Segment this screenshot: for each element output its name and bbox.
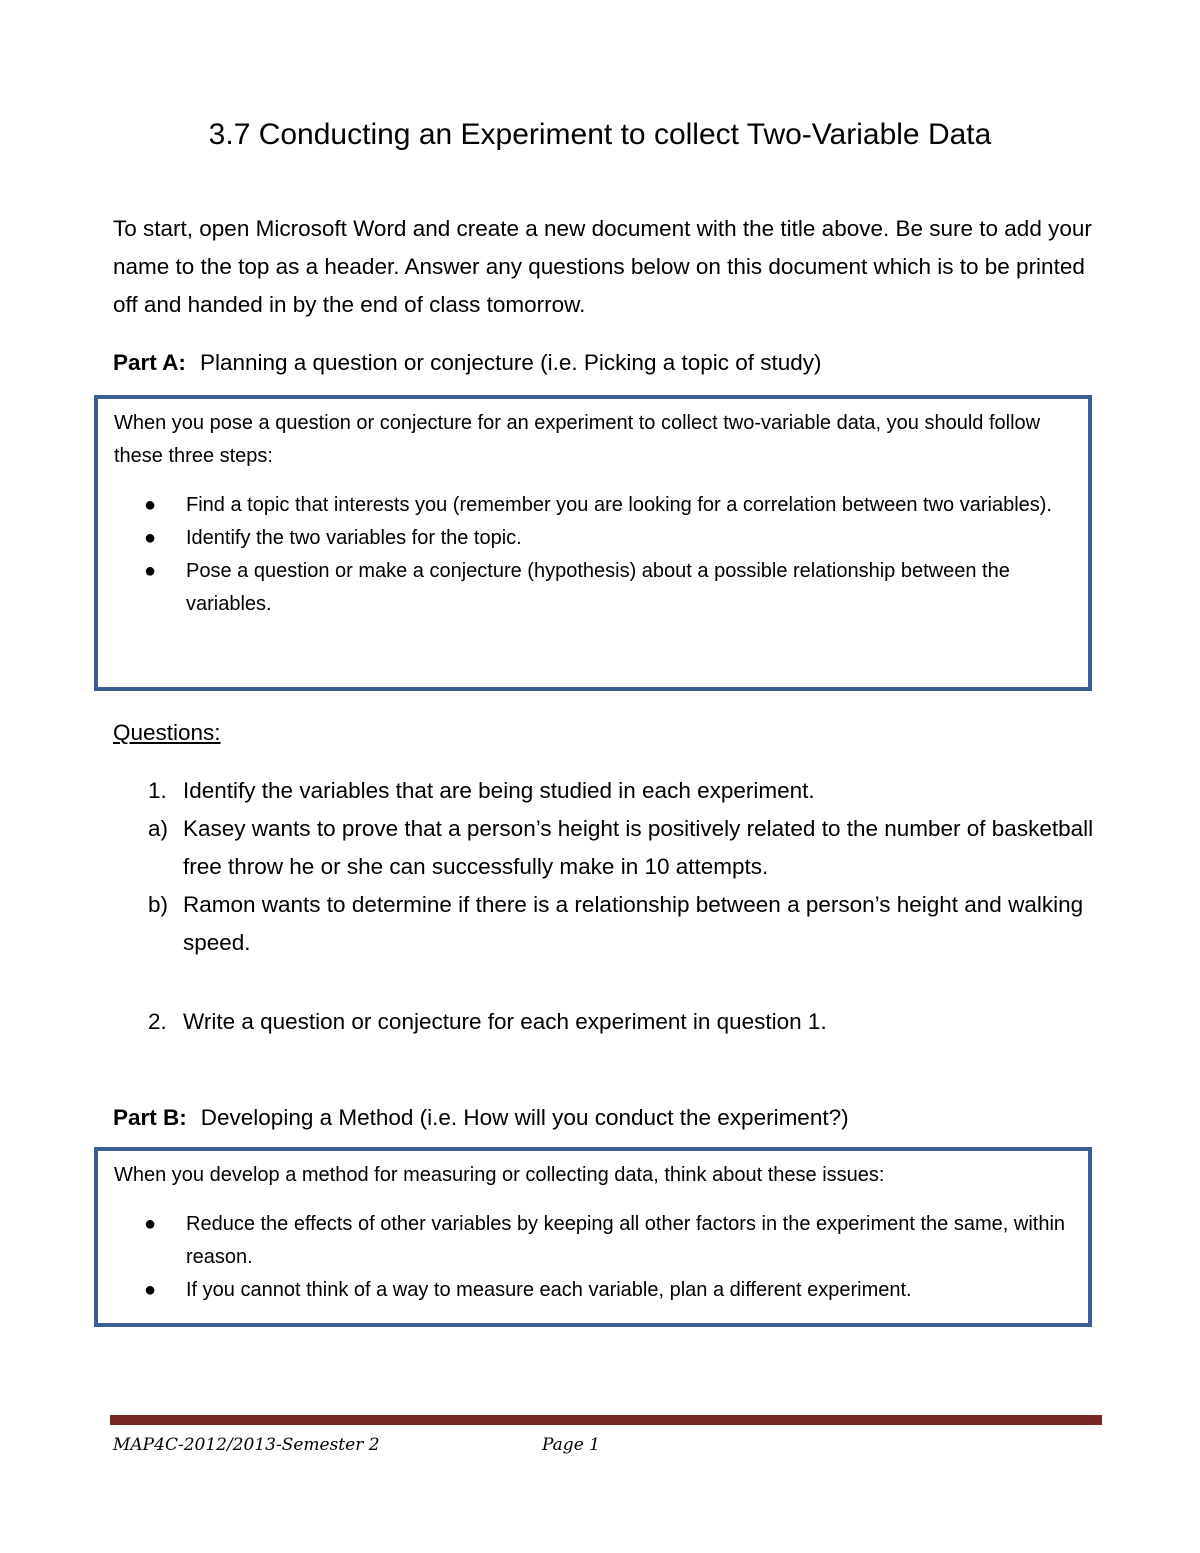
list-item xyxy=(114,555,1068,621)
footer-course: MAP4C-2012/2013-Semester 2 xyxy=(113,1435,380,1455)
part-b-label: Part B: xyxy=(113,1105,187,1130)
list-item-text: If you cannot think of a way to measure each variable, plan a different experiment. xyxy=(186,1279,912,1301)
question-marker: 1. xyxy=(148,778,167,803)
part-b-box-lead: When you develop a method for measuring or collecting data, think about these issues: xyxy=(114,1164,885,1186)
part-a-box-lead: When you pose a question or conjecture for an experiment to collect two-variable data, you should follow these three steps: xyxy=(114,412,1041,467)
list-item-text: Identify the two variables for the topic. xyxy=(186,527,522,549)
part-a-steps-list xyxy=(114,489,1068,621)
part-b-heading xyxy=(113,1100,1113,1136)
questions-heading: Questions: xyxy=(113,720,221,745)
part-a-info-box xyxy=(94,395,1092,691)
part-a-title: Planning a question or conjecture (i.e. Picking a topic of study) xyxy=(199,350,822,375)
question-text: Kasey wants to prove that a person’s height is positively related to the number of basketball free throw he or she can successfully make in 10 attempts. xyxy=(183,816,1094,879)
bullet-icon: ● xyxy=(144,494,157,516)
page-title: 3.7 Conducting an Experiment to collect Two-Variable Data xyxy=(208,118,992,151)
list-item-text: Reduce the effects of other variables by keeping all other factors in the experiment the same, within reason. xyxy=(186,1213,1066,1268)
questions-list-2 xyxy=(113,1003,1113,1041)
list-item xyxy=(114,1208,1068,1274)
questions-list xyxy=(113,772,1113,962)
list-item-text: Find a topic that interests you (remember you are looking for a correlation between two variables). xyxy=(186,494,1052,516)
list-item xyxy=(114,489,1068,522)
question-text: Identify the variables that are being studied in each experiment. xyxy=(183,778,815,803)
list-item xyxy=(114,1274,1068,1307)
part-b-info-box xyxy=(94,1147,1092,1327)
part-b-issues-list xyxy=(114,1208,1068,1307)
bullet-icon: ● xyxy=(144,560,157,582)
question-marker: a) xyxy=(148,816,169,841)
question-text: Write a question or conjecture for each experiment in question 1. xyxy=(183,1009,827,1034)
question-text: Ramon wants to determine if there is a relationship between a person’s height and walking speed. xyxy=(183,892,1084,955)
question-item xyxy=(113,886,1113,962)
question-item xyxy=(113,1003,1113,1041)
question-item xyxy=(113,810,1113,886)
intro-paragraph: To start, open Microsoft Word and create a new document with the title above. Be sure to add your name to the top as a header. Answer any questions below on this document which is to be printed off and handed in by the end of class tomorrow. xyxy=(113,216,1092,317)
part-a-heading xyxy=(113,345,1113,381)
bullet-icon: ● xyxy=(144,1213,157,1235)
footer-page-number: Page 1 xyxy=(542,1435,600,1455)
list-item-text: Pose a question or make a conjecture (hypothesis) about a possible relationship between the variables. xyxy=(186,560,1010,615)
question-item xyxy=(113,772,1113,810)
footer-rule xyxy=(110,1415,1102,1425)
list-item xyxy=(114,522,1068,555)
bullet-icon: ● xyxy=(144,1279,157,1301)
question-marker: 2. xyxy=(148,1009,167,1034)
part-a-label: Part A: xyxy=(113,350,186,375)
question-marker: b) xyxy=(148,892,169,917)
bullet-icon: ● xyxy=(144,527,157,549)
part-b-title: Developing a Method (i.e. How will you conduct the experiment?) xyxy=(200,1105,849,1130)
